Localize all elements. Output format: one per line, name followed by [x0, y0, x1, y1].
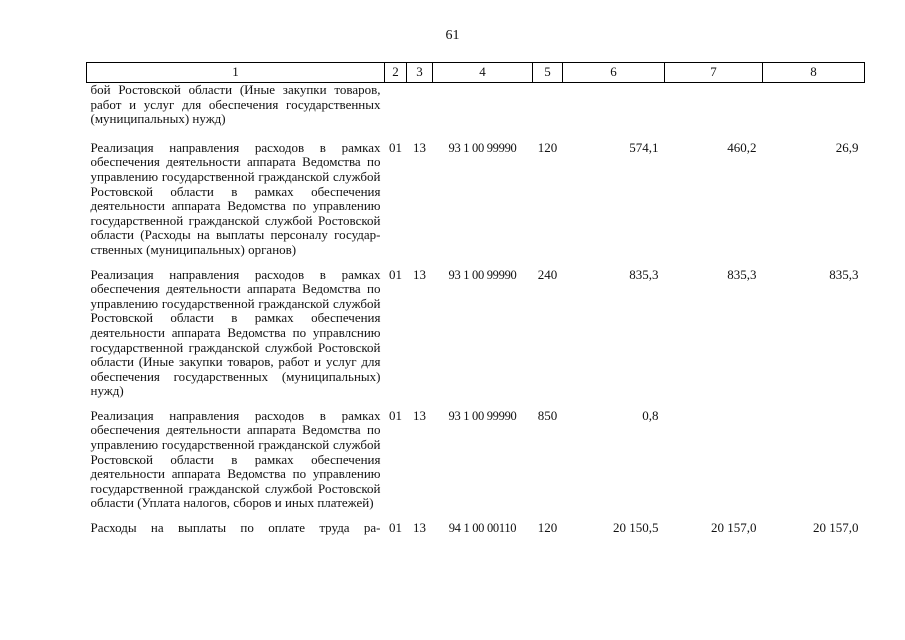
- table-row: [87, 521, 865, 536]
- header-col-1: 1: [87, 63, 385, 83]
- table-row: [87, 409, 865, 521]
- row-value-3: 835,3: [829, 266, 859, 282]
- header-col-5: 5: [533, 63, 563, 83]
- row-target-article: [433, 83, 533, 141]
- table-row: [87, 268, 865, 409]
- row-value-2: 20 157,0: [711, 520, 757, 536]
- row-description: Расходы на выплаты по оплате труда ра-: [90, 521, 381, 536]
- row-section: 01: [389, 520, 402, 536]
- header-col-8: 8: [763, 63, 865, 83]
- table-row: [87, 141, 865, 268]
- row-description: Реализация направления расходов в рамках обеспечения деятельности аппарата Ведомства по управлению государственной гражданской службой Ростовской области в рамках обеспечения деятельности аппарата Ведомства по управлению государственной гражданской службой Ростовской области (Расходы на выплаты персоналу государственных (муниципальных) органов): [90, 139, 381, 257]
- header-col-7: 7: [665, 63, 763, 83]
- row-value-1: 574,1: [629, 139, 659, 155]
- row-section: [385, 83, 407, 141]
- row-value-1: [563, 83, 665, 141]
- row-section: 01: [389, 407, 402, 423]
- row-expense-type: 120: [537, 520, 558, 536]
- row-expense-type: 850: [537, 407, 558, 423]
- row-subsection: 13: [413, 139, 426, 155]
- row-target-article: 93 1 00 99990: [448, 267, 517, 282]
- row-value-3: 26,9: [835, 139, 859, 155]
- row-subsection: [407, 83, 433, 141]
- row-value-1: 835,3: [629, 266, 659, 282]
- row-expense-type: [533, 83, 563, 141]
- row-subsection: 13: [413, 407, 426, 423]
- budget-table: [86, 62, 865, 536]
- row-value-1: 20 150,5: [613, 520, 659, 536]
- header-row: [87, 63, 865, 83]
- row-target-article: 93 1 00 99990: [448, 408, 517, 423]
- row-value-2: 835,3: [727, 266, 757, 282]
- row-description: Реализация направления расходов в рамках обеспечения деятельности аппарата Ведомства по управлению государственной гражданской службой Ростовской области в рамках обеспечения деятельности аппарата Ведомства по управлению государственной гражданской службой Ростовской области (Уплата налогов, сборов и иных платежей): [90, 407, 381, 511]
- row-section: 01: [389, 139, 402, 155]
- row-value-2: [665, 83, 763, 141]
- table-row: [87, 83, 865, 141]
- row-value-3: 20 157,0: [813, 520, 859, 536]
- header-col-4: 4: [433, 63, 533, 83]
- row-description: бой Ростовской области (Иные закупки товаров, работ и услуг для обеспечения государственных (муниципальных) нужд): [90, 82, 381, 127]
- header-col-3: 3: [407, 63, 433, 83]
- row-value-3: [763, 83, 865, 141]
- row-subsection: 13: [413, 266, 426, 282]
- row-subsection: 13: [413, 520, 426, 536]
- row-description: Реализация направления расходов в рамках обеспечения деятельности аппарата Ведомства по управлению государственной гражданской службой Ростовской области в рамках обеспечения деятельности аппарата Ведомства по управлснию государственной гражданской службой Ростовской области (Иные закупки товаров, работ и услуг для обеспечения государственных (муниципальных) нужд): [90, 266, 381, 399]
- row-value-3: [763, 409, 865, 521]
- header-col-6: 6: [563, 63, 665, 83]
- row-expense-type: 240: [537, 266, 558, 282]
- row-value-1: 0,8: [642, 407, 659, 423]
- page-number: 61: [445, 28, 460, 43]
- row-target-article: 93 1 00 99990: [448, 140, 517, 155]
- row-expense-type: 120: [537, 139, 558, 155]
- header-col-2: 2: [385, 63, 407, 83]
- row-value-2: 460,2: [727, 139, 757, 155]
- row-target-article: 94 1 00 00110: [448, 521, 517, 536]
- row-section: 01: [389, 266, 402, 282]
- row-value-2: [665, 409, 763, 521]
